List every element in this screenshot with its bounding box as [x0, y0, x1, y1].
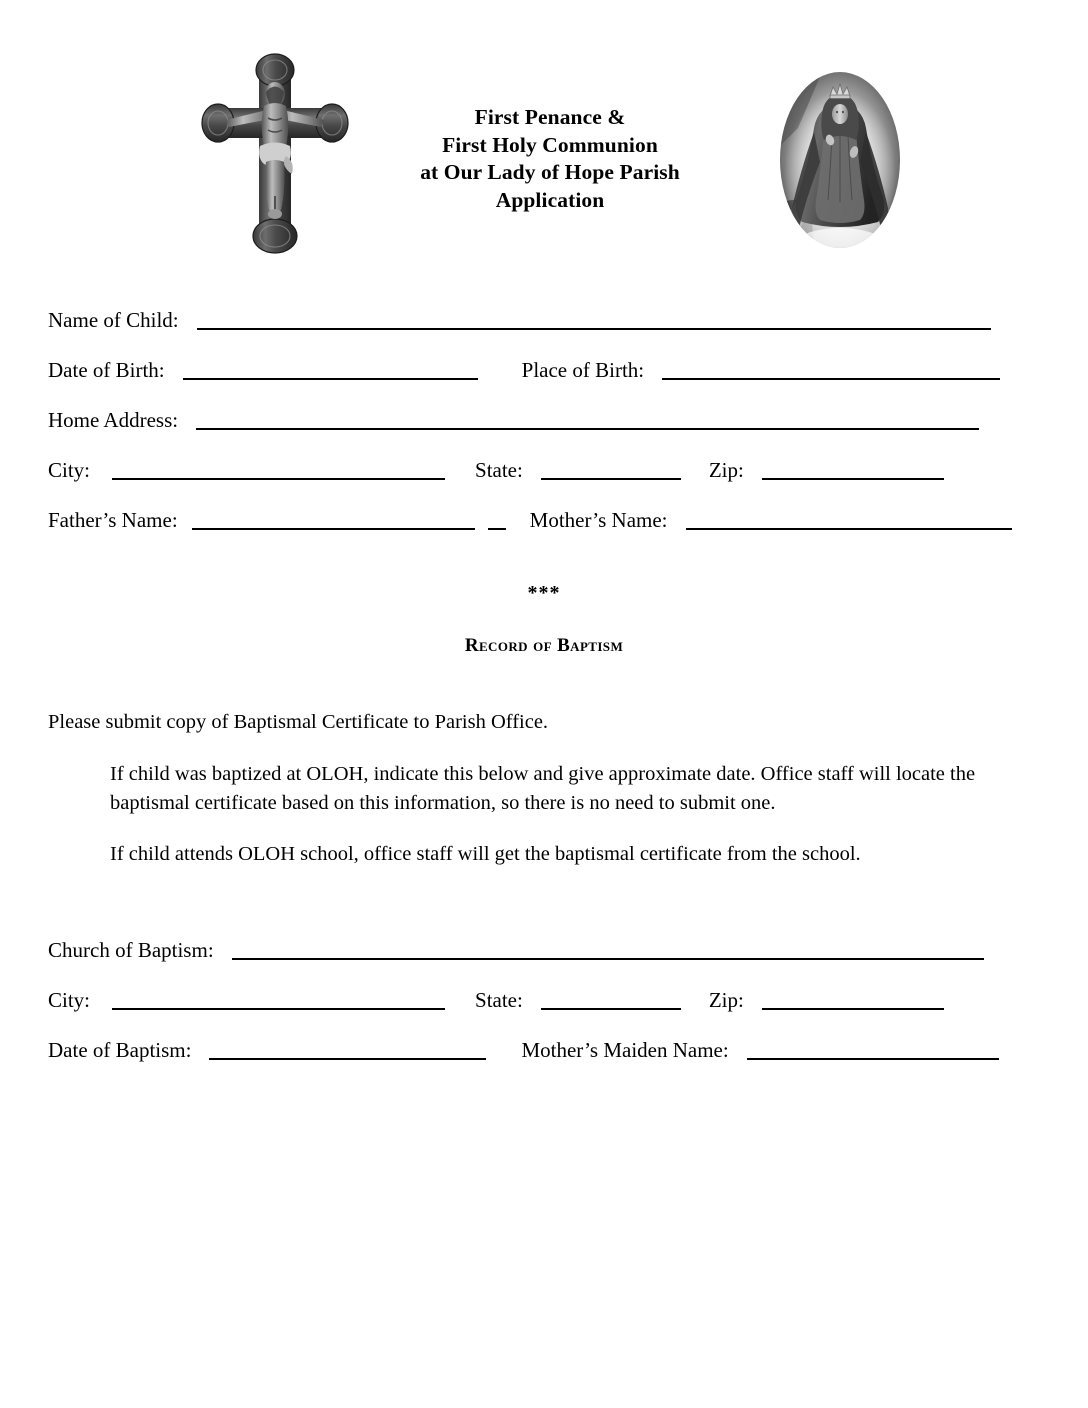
input-city[interactable] — [112, 455, 445, 480]
label-mothers-name: Mother’s Name: — [529, 508, 668, 532]
field-row-date-of-baptism — [48, 1035, 1040, 1069]
virgin-mary-image — [772, 58, 908, 262]
label-home-address: Home Address: — [48, 408, 179, 432]
input-home-address[interactable] — [196, 405, 979, 430]
input-zip-baptism[interactable] — [762, 985, 944, 1010]
page-title — [344, 104, 756, 214]
field-row-city-state-zip — [48, 455, 1040, 489]
input-mothers-name[interactable] — [686, 505, 1012, 530]
field-row-parents — [48, 505, 1040, 539]
label-zip-baptism: Zip: — [708, 988, 744, 1012]
title-line-4: Application — [495, 187, 605, 212]
input-fathers-name[interactable] — [192, 505, 475, 530]
input-name-of-child[interactable] — [197, 305, 991, 330]
paragraph-attends-oloh-school: If child attends OLOH school, office staff will get the baptismal certificate from the school. — [110, 843, 861, 865]
input-city-baptism[interactable] — [112, 985, 445, 1010]
label-fathers-name: Father’s Name: — [48, 508, 178, 532]
label-city-baptism: City: — [48, 988, 91, 1012]
input-mothers-maiden-name[interactable] — [747, 1035, 999, 1060]
field-row-church-of-baptism — [48, 935, 1040, 969]
fathers-name-rule-tail — [488, 505, 506, 530]
paragraph-submit-certificate: Please submit copy of Baptismal Certificate to Parish Office. — [48, 711, 549, 733]
field-row-name-of-child — [48, 305, 1040, 339]
field-row-baptism-city-state-zip — [48, 985, 1040, 1019]
title-line-3: at Our Lady of Hope Parish — [420, 160, 680, 184]
title-line-1: First Penance & — [474, 105, 626, 129]
section-heading-record-of-baptism: Record of Baptism — [464, 635, 624, 656]
input-date-of-baptism[interactable] — [209, 1035, 486, 1060]
label-state-baptism: State: — [475, 988, 523, 1012]
input-place-of-birth[interactable] — [662, 355, 1000, 380]
label-date-of-birth: Date of Birth: — [48, 358, 165, 382]
label-mothers-maiden-name: Mother’s Maiden Name: — [521, 1038, 729, 1062]
label-zip: Zip: — [708, 458, 744, 482]
label-name-of-child: Name of Child: — [48, 308, 179, 332]
crucifix-image — [196, 46, 354, 258]
title-line-2: First Holy Communion — [442, 132, 658, 157]
label-date-of-baptism: Date of Baptism: — [48, 1038, 192, 1062]
field-row-birth — [48, 355, 1040, 389]
input-state[interactable] — [541, 455, 681, 480]
field-row-home-address — [48, 405, 1040, 439]
input-church-of-baptism[interactable] — [232, 935, 984, 960]
document-header — [0, 0, 1088, 280]
input-state-baptism[interactable] — [541, 985, 681, 1010]
label-city: City: — [48, 458, 91, 482]
paragraph-baptized-at-oloh: If child was baptized at OLOH, indicate this below and give approximate date. Office staff will locate the baptismal certificate based on this information, so there is no need to submit one. — [110, 763, 976, 814]
section-separator: *** — [527, 582, 561, 604]
label-state: State: — [475, 458, 523, 482]
label-church-of-baptism: Church of Baptism: — [48, 938, 214, 962]
input-date-of-birth[interactable] — [183, 355, 478, 380]
input-zip[interactable] — [762, 455, 944, 480]
label-place-of-birth: Place of Birth: — [521, 358, 645, 382]
